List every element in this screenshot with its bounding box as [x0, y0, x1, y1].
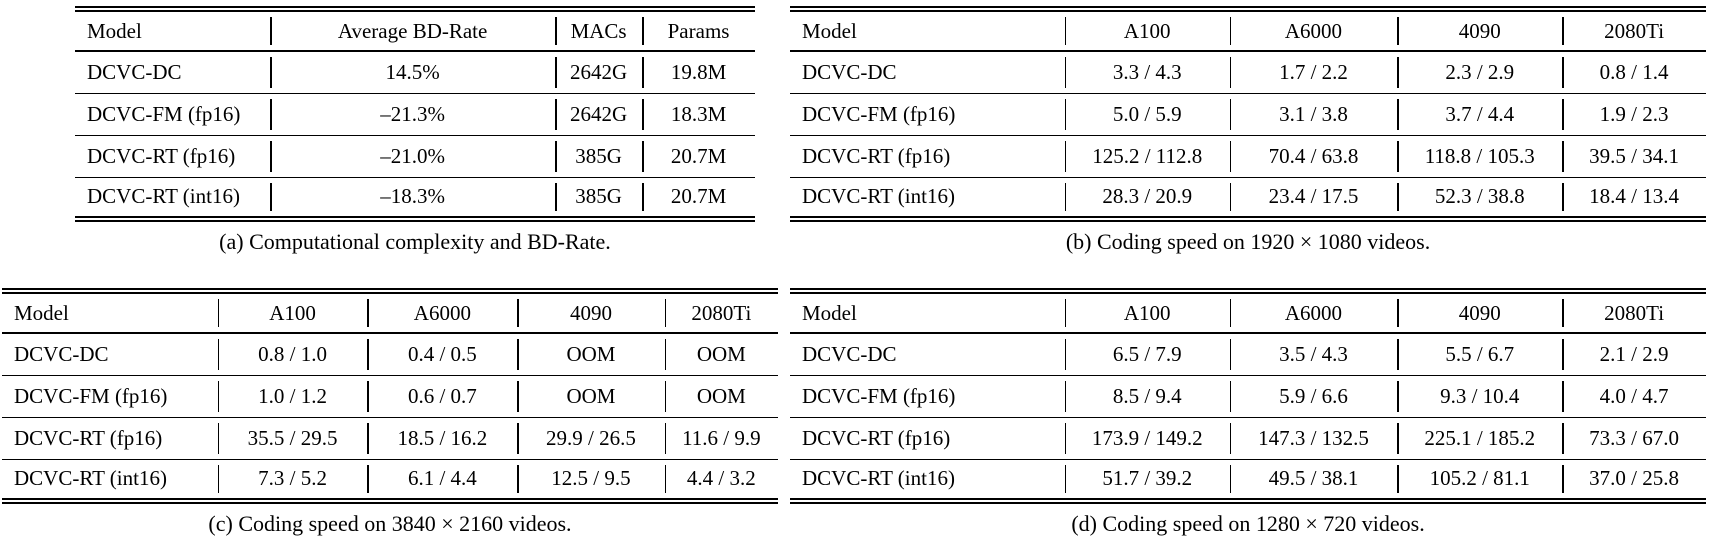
table-row — [790, 51, 1706, 93]
value-cell: 3.7 / 4.4 — [1397, 93, 1562, 135]
model-cell: DCVC-RT (int16) — [802, 184, 955, 209]
table-b-header-row — [790, 9, 1706, 51]
value-cell: 35.5 / 29.5 — [218, 417, 368, 459]
value-cell: 5.0 / 5.9 — [1065, 93, 1230, 135]
table-b-caption: (b) Coding speed on 1920 × 1080 videos. — [1065, 229, 1431, 254]
value-cell: 118.8 / 105.3 — [1397, 135, 1562, 177]
table-b — [790, 6, 1706, 222]
value-cell: –18.3% — [270, 177, 555, 219]
value-cell: –21.0% — [270, 135, 555, 177]
value-cell: 29.9 / 26.5 — [517, 417, 664, 459]
col-header-a100: A100 — [218, 291, 368, 333]
col-header-a6000: A6000 — [1230, 9, 1398, 51]
value-cell: OOM — [665, 375, 778, 417]
table-row — [790, 93, 1706, 135]
value-cell: 70.4 / 63.8 — [1230, 135, 1398, 177]
value-cell: 5.9 / 6.6 — [1230, 375, 1398, 417]
value-cell: 12.5 / 9.5 — [517, 459, 664, 501]
model-cell: DCVC-RT (int16) — [87, 184, 240, 209]
value-cell: 1.7 / 2.2 — [1230, 51, 1398, 93]
value-cell: 14.5% — [270, 51, 555, 93]
value-cell: 0.8 / 1.0 — [218, 333, 368, 375]
value-cell: 11.6 / 9.9 — [665, 417, 778, 459]
value-cell: 52.3 / 38.8 — [1397, 177, 1562, 219]
value-cell: 39.5 / 34.1 — [1562, 135, 1706, 177]
table-row — [790, 333, 1706, 375]
table-row — [790, 177, 1706, 219]
col-header-macs: MACs — [555, 9, 642, 51]
model-cell: DCVC-RT (fp16) — [802, 143, 951, 168]
col-header-4090: 4090 — [1397, 291, 1562, 333]
value-cell: 9.3 / 10.4 — [1397, 375, 1562, 417]
value-cell: 2.3 / 2.9 — [1397, 51, 1562, 93]
value-cell: 4.4 / 3.2 — [665, 459, 778, 501]
col-header-4090: 4090 — [1397, 9, 1562, 51]
col-header-2080ti: 2080Ti — [1562, 291, 1706, 333]
col-header-2080ti: 2080Ti — [665, 291, 778, 333]
model-cell: DCVC-RT (fp16) — [87, 143, 236, 168]
col-header-params: Params — [642, 9, 755, 51]
model-cell: DCVC-FM (fp16) — [802, 383, 956, 408]
value-cell: 2.1 / 2.9 — [1562, 333, 1706, 375]
col-header-2080ti: 2080Ti — [1562, 9, 1706, 51]
table-d — [790, 288, 1706, 504]
model-cell: DCVC-FM (fp16) — [87, 101, 241, 126]
value-cell: 73.3 / 67.0 — [1562, 417, 1706, 459]
value-cell: 0.8 / 1.4 — [1562, 51, 1706, 93]
col-header-bdrate: Average BD-Rate — [270, 9, 555, 51]
value-cell: OOM — [665, 333, 778, 375]
value-cell: 8.5 / 9.4 — [1065, 375, 1230, 417]
table-b-figure — [790, 6, 1706, 255]
value-cell: 385G — [555, 135, 642, 177]
table-row — [75, 135, 755, 177]
value-cell: –21.3% — [270, 93, 555, 135]
table-row — [2, 333, 778, 375]
model-cell: DCVC-RT (fp16) — [802, 425, 951, 450]
value-cell: 1.0 / 1.2 — [218, 375, 368, 417]
value-cell: 105.2 / 81.1 — [1397, 459, 1562, 501]
col-header-4090: 4090 — [517, 291, 664, 333]
table-a-caption: (a) Computational complexity and BD-Rate. — [219, 229, 611, 254]
value-cell: 0.6 / 0.7 — [367, 375, 517, 417]
model-cell: DCVC-RT (fp16) — [14, 425, 163, 450]
model-cell: DCVC-FM (fp16) — [802, 101, 956, 126]
model-cell: DCVC-DC — [802, 59, 897, 84]
table-a — [75, 6, 755, 222]
value-cell: 2642G — [555, 93, 642, 135]
value-cell: 19.8M — [642, 51, 755, 93]
value-cell: 23.4 / 17.5 — [1230, 177, 1398, 219]
table-c-header-row — [2, 291, 778, 333]
value-cell: 37.0 / 25.8 — [1562, 459, 1706, 501]
value-cell: 385G — [555, 177, 642, 219]
table-d-figure — [790, 288, 1706, 537]
value-cell: 18.4 / 13.4 — [1562, 177, 1706, 219]
table-c-figure — [2, 288, 778, 537]
value-cell: 5.5 / 6.7 — [1397, 333, 1562, 375]
table-row — [790, 135, 1706, 177]
value-cell: 51.7 / 39.2 — [1065, 459, 1230, 501]
table-row — [790, 375, 1706, 417]
value-cell: 0.4 / 0.5 — [367, 333, 517, 375]
value-cell: 28.3 / 20.9 — [1065, 177, 1230, 219]
value-cell: 3.1 / 3.8 — [1230, 93, 1398, 135]
value-cell: OOM — [517, 375, 664, 417]
value-cell: 225.1 / 185.2 — [1397, 417, 1562, 459]
table-row — [790, 417, 1706, 459]
table-row — [2, 459, 778, 501]
table-row — [75, 51, 755, 93]
table-a-figure — [75, 6, 755, 255]
col-header-a6000: A6000 — [1230, 291, 1398, 333]
value-cell: 18.5 / 16.2 — [367, 417, 517, 459]
table-row — [75, 177, 755, 219]
table-c-caption: (c) Coding speed on 3840 × 2160 videos. — [208, 511, 572, 536]
value-cell: 2642G — [555, 51, 642, 93]
value-cell: 18.3M — [642, 93, 755, 135]
col-header-a100: A100 — [1065, 291, 1230, 333]
table-c — [2, 288, 778, 504]
table-d-header-row — [790, 291, 1706, 333]
value-cell: 20.7M — [642, 135, 755, 177]
model-cell: DCVC-RT (int16) — [802, 466, 955, 491]
value-cell: 173.9 / 149.2 — [1065, 417, 1230, 459]
model-cell: DCVC-DC — [87, 59, 182, 84]
model-cell: DCVC-DC — [802, 341, 897, 366]
value-cell: 6.5 / 7.9 — [1065, 333, 1230, 375]
model-cell: DCVC-DC — [14, 341, 109, 366]
value-cell: 125.2 / 112.8 — [1065, 135, 1230, 177]
col-header-model: Model — [802, 18, 857, 43]
table-a-header-row — [75, 9, 755, 51]
col-header-a6000: A6000 — [367, 291, 517, 333]
value-cell: 4.0 / 4.7 — [1562, 375, 1706, 417]
value-cell: 147.3 / 132.5 — [1230, 417, 1398, 459]
table-row — [75, 93, 755, 135]
table-row — [2, 417, 778, 459]
col-header-a100: A100 — [1065, 9, 1230, 51]
value-cell: 49.5 / 38.1 — [1230, 459, 1398, 501]
value-cell: 3.3 / 4.3 — [1065, 51, 1230, 93]
value-cell: 7.3 / 5.2 — [218, 459, 368, 501]
value-cell: OOM — [517, 333, 664, 375]
table-d-caption: (d) Coding speed on 1280 × 720 videos. — [1071, 511, 1425, 536]
col-header-model: Model — [802, 300, 857, 325]
table-row — [790, 459, 1706, 501]
col-header-model: Model — [87, 18, 142, 43]
table-row — [2, 375, 778, 417]
value-cell: 6.1 / 4.4 — [367, 459, 517, 501]
model-cell: DCVC-RT (int16) — [14, 466, 167, 491]
value-cell: 1.9 / 2.3 — [1562, 93, 1706, 135]
value-cell: 3.5 / 4.3 — [1230, 333, 1398, 375]
value-cell: 20.7M — [642, 177, 755, 219]
model-cell: DCVC-FM (fp16) — [14, 383, 168, 408]
col-header-model: Model — [14, 300, 69, 325]
